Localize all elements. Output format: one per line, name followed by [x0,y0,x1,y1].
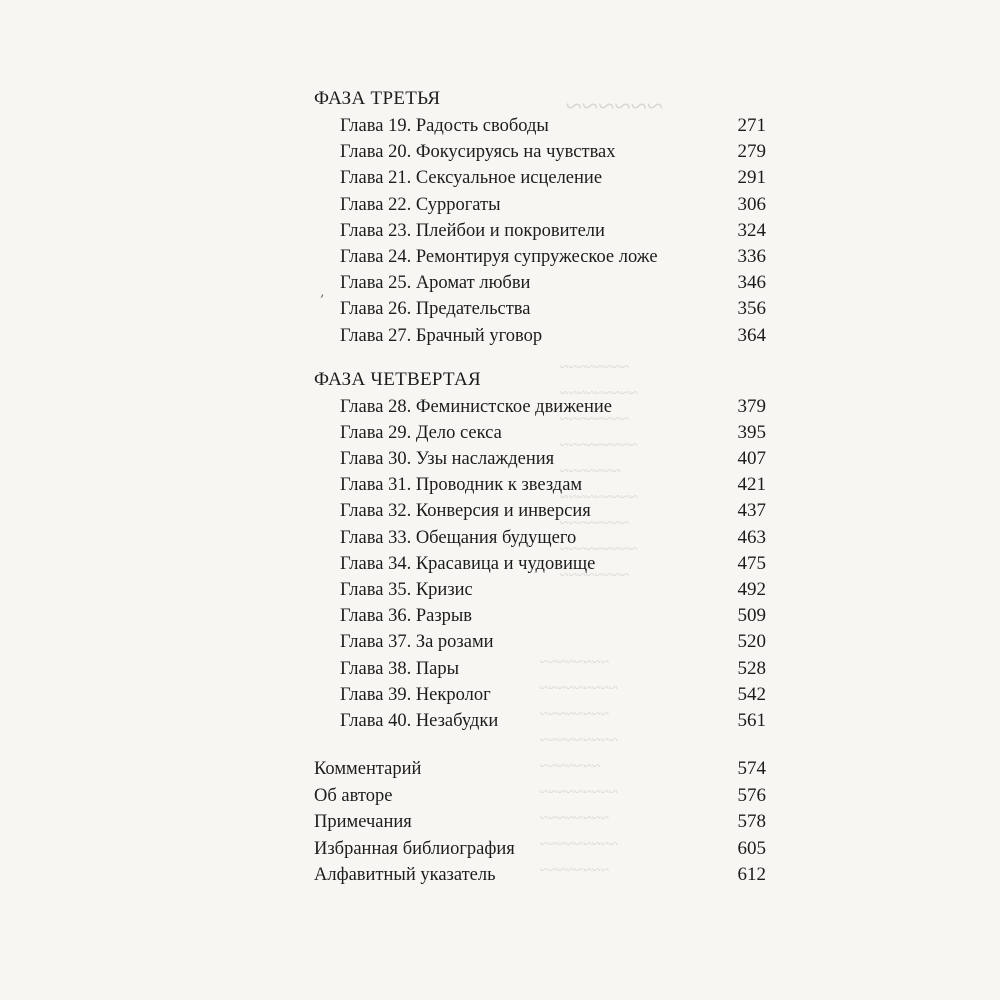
section-phase-four [314,365,766,734]
toc-row [314,656,766,682]
chapter-list [314,113,766,349]
bleed-through-lines: ~~~~~~~~ ~~~~~~~~~ ~~~~~~~~ ~~~~~~~~~ ~~~~~~~ ~~~~~~~~~ ~~~~~~~~ ~~~~~~~~~ ~~~~~~~~ [560,359,638,584]
section-title: ФАЗА ЧЕТВЕРТАЯ [314,368,481,390]
chapter-label: Глава 20. Фокусируясь на чувствах [340,142,616,163]
page-number: 306 [737,193,766,215]
toc-row [314,192,766,218]
page-number: 407 [737,448,766,470]
page-number: 324 [737,219,766,241]
toc-row [314,783,766,810]
toc-row [314,296,766,322]
page-number: 475 [737,552,766,574]
chapter-label: Глава 38. Пары [340,658,460,679]
page-number: 336 [737,245,766,267]
chapter-label: Глава 29. Дело секса [340,422,502,443]
toc-row [314,420,766,446]
toc-row [314,446,766,472]
page-number: 612 [737,864,766,886]
chapter-label: Глава 40. Незабудки [340,710,499,731]
toc-row [314,629,766,655]
section-title: ФАЗА ТРЕТЬЯ [314,88,441,109]
back-matter-label: Примечания [314,812,412,833]
chapter-label: Глава 39. Некролог [340,684,491,705]
chapter-label: Глава 27. Брачный уговор [340,325,543,346]
page-number: 542 [737,683,766,705]
toc-row [314,551,766,577]
bleed-through-heading: ~~~~~~ [566,90,664,123]
chapter-list [314,394,766,734]
page-number: 421 [737,474,766,496]
back-matter-label: Алфавитный указатель [314,865,496,886]
page-number: 528 [737,657,766,679]
page-number: 576 [737,784,766,806]
page-number: 509 [737,605,766,627]
page-number: 574 [737,758,766,780]
chapter-label: Глава 31. Проводник к звездам [340,475,583,496]
chapter-label: Глава 25. Аромат любви [340,273,531,294]
page-number: 492 [737,579,766,600]
toc-row [314,682,766,708]
chapter-label: Глава 34. Красавица и чудовище [340,553,596,574]
page-number: 356 [737,298,766,320]
toc-row [314,525,766,551]
chapter-label: Глава 36. Разрыв [340,606,473,627]
toc-row [314,113,766,139]
chapter-label: Глава 19. Радость свободы [340,116,549,136]
chapter-label: Глава 22. Суррогаты [340,194,501,215]
toc-row [314,394,766,420]
toc-row [314,862,766,889]
back-matter-label: Избранная библиография [314,838,515,859]
chapter-label: Глава 23. Плейбои и покровители [340,220,605,241]
page-number: 346 [737,272,766,294]
toc-row [314,708,766,734]
chapter-label: Глава 28. Феминистское движение [340,396,612,417]
toc-row [314,244,766,270]
chapter-label: Глава 21. Сексуальное исцеление [340,168,603,189]
chapter-label: Глава 32. Конверсия и инверсия [340,501,591,522]
toc-row [314,809,766,836]
back-matter-label: Комментарий [314,759,422,780]
toc-row [314,139,766,165]
page-number: 605 [737,837,766,859]
toc-row [314,472,766,498]
back-matter-label: Об авторе [314,785,393,806]
page-number: 520 [737,631,766,653]
page-number: 463 [737,526,766,548]
ink-speck: ‚ [320,284,325,300]
page-number: 437 [737,500,766,522]
page-number: 561 [737,709,766,731]
page-number: 279 [737,141,766,163]
page-number: 291 [737,167,766,189]
toc-row [314,165,766,191]
table-of-contents [314,84,766,889]
page-number: 364 [737,324,766,346]
toc-row [314,270,766,296]
toc-row [314,603,766,629]
chapter-label: Глава 26. Предательства [340,299,531,320]
toc-row [314,836,766,863]
chapter-label: Глава 33. Обещания будущего [340,527,577,548]
bleed-through-lines-2: ~~~~~~~~ ~~~~~~~~~ ~~~~~~~~ ~~~~~~~~~ ~~~~~~~ ~~~~~~~~~ ~~~~~~~~ ~~~~~~~~~ ~~~~~~~~ [540,654,618,879]
page-number: 578 [737,811,766,833]
chapter-label: Глава 35. Кризис [340,580,473,600]
toc-row [314,756,766,783]
section-phase-three [314,84,766,349]
page-number: 395 [737,421,766,443]
toc-row [314,323,766,349]
chapter-label: Глава 37. За розами [340,632,494,653]
chapter-label: Глава 30. Узы наслаждения [340,449,555,470]
toc-row [314,218,766,244]
chapter-label: Глава 24. Ремонтируя супружеское ложе [340,246,658,267]
page-number: 379 [737,395,766,417]
toc-row [314,498,766,524]
toc-row [314,577,766,603]
back-matter-list [314,756,766,889]
page-number: 271 [737,115,766,136]
